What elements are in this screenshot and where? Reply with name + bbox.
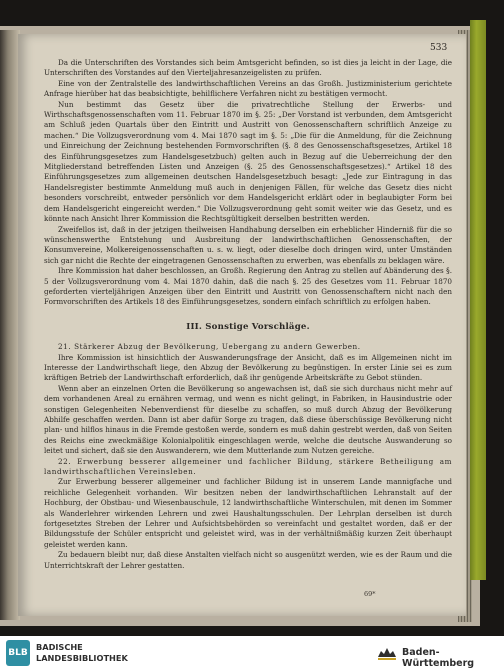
- page-left-edge: [0, 30, 20, 620]
- paragraph: Zur Erwerbung besserer allgemeiner und fachlicher Bildung ist in unserem Lande mannigfache und reichliche Gelegenheit vorhanden. Wir besitzen neben der landwirthschaftlichen Lehranstalt auf der Hochburg, der Obstbau- und Wiesenbauschule, 12 landwirthschaftliche Winterschulen, mit denen im Sommer als Wanderlehrer wirkenden Lehrern und zwei Haushaltungsschulen. Der Lehrplan derselben ist durch fortgesetztes Streben der Lehrer und Aufsichtsbehörden so vereinfacht und gestaltet worden, daß er der Bildungsstufe der Schüler entspricht und geleistet wird, was in der verhältnißmäßig kurzen Zeit überhaupt geleistet werden kann.: [44, 477, 452, 549]
- section-heading: III. Sonstige Vorschläge.: [186, 321, 310, 332]
- library-name[interactable]: [36, 642, 128, 664]
- gilt-edge: [470, 20, 486, 580]
- partner-name[interactable]: Baden-Württemberg: [402, 647, 475, 669]
- baden-wuerttemberg-emblem-icon[interactable]: [376, 643, 398, 663]
- paragraph: Nun bestimmt das Gesetz über die privatrechtliche Stellung der Erwerbs- und Wirthschaftsgenossenschaften vom 11. Februar 1870 im §. 25: „Der Vorstand ist verbunden, dem Amtsgericht am Schluß jeden Quartals über den Eintritt und Austritt von Genossenschaftern schriftlich Anzeige zu machen.“ Die Vollzugsverordnung vom 4. Mai 1870 sagt im §. 5: „Die für die Anmeldung, für die Zeichnung und Einreichung der Zeichnung bestehenden Formvorschriften (§. 8 des Genossenschaftsgesetzes, Artikel 18 des Einführungsgesetzes zum Handelsgesetzbuch) gelten auch in Bezug auf die Ueberreichung der den Mitgliederstand betreffenden Listen und Anzeigen (§. 25 des Genossenschaftsgesetzes).“ Artikel 18 des Einführungsgesetzes zum allgemeinen deutschen Handelsgesetzbuch besagt: „Jede zur Eintragung in das Handelsregister bestimmte Anmeldung muß auch in denjenigen Fällen, für welche das Gesetz dies nicht besonders vorschreibt, entweder persönlich vor dem Handelsgericht erklärt oder in beglaubigter Form bei dem Handelsgericht eingereicht werden.“ Die Vollzugsverordnung geht somit weiter wie das Gesetz, und es könnte nach Ansicht Ihrer Kommission die Rechtsgültigkeit derselben bestritten werden.: [44, 99, 452, 224]
- paragraph: Da die Unterschriften des Vorstandes sich beim Amtsgericht befinden, so ist dies ja leicht in der Lage, die Unterschriften des Vorstandes auf den Vierteljahresanzeigelisten zu prüfen.: [44, 58, 452, 78]
- library-name-line1: BADISCHE: [36, 642, 83, 652]
- paragraph: Zu bedauern bleibt nur, daß diese Anstalten vielfach nicht so ausgenützt werden, wie es der Raum und die Unterrichtskraft der Lehrer gestatten.: [44, 550, 452, 570]
- page-text: [44, 58, 452, 571]
- blb-logo[interactable]: BLB: [6, 640, 30, 666]
- signature-mark: 69*: [364, 590, 376, 598]
- page-number: 533: [430, 43, 448, 53]
- paragraph: Zweifellos ist, daß in der jetzigen theilweisen Handhabung derselben ein erheblicher Hinderniß für die so wünschenswerthe Entstehung und Ausbreitung der landwirthschaftlichen Genossenschaften, der Konsumvereine, Molkereigenossenschaften u. s. w. liegt, oder dieselbe doch dringen wird, unter Umständen sich gar nicht die Rechte der eingetragenen Genossenschaften zu erwerben, was ebenfalls zu beklagen wäre.: [44, 224, 452, 265]
- paragraph: Ihre Kommission hat daher beschlossen, an Großh. Regierung den Antrag zu stellen auf Abänderung des §. 5 der Vollzugsverordnung vom 4. Mai 1870 dahin, daß die nach §. 25 des Gesetzes vom 11. Februar 1870 geforderten vierteljährigen Anzeigen über den Eintritt und Austritt von Genossenschaftern nicht nach den Formvorschriften des Artikels 18 des Einführungsgesetzes, sondern einfach schriftlich zu erfolgen haben.: [44, 266, 452, 307]
- footer-bar: [0, 636, 504, 670]
- paragraph: Ihre Kommission ist hinsichtlich der Auswanderungsfrage der Ansicht, daß es im Allgemeinen nicht im Interesse der Landwirthschaft liege, den Abzug der Bevölkerung zu begünstigen. In erster Linie sei es zum kräftigen Betrieb der Landwirthschaft erforderlich, daß ihr genügende Arbeitskräfte zu Gebot stünden.: [44, 352, 452, 383]
- library-name-line2: LANDESBIBLIOTHEK: [36, 653, 128, 663]
- subsection-heading: 21. Stärkerer Abzug der Bevölkerung, Uebergang zu andern Gewerben.: [58, 342, 361, 352]
- paragraph: Eine von der Zentralstelle des landwirthschaftlichen Vereins an das Großh. Justizministerium gerichtete Anfrage hierüber hat das beabsichtigte, behilflichere Verfahren nicht zu bestätigen vermocht.: [44, 78, 452, 99]
- paragraph: Wenn aber an einzelnen Orten die Bevölkerung so angewachsen ist, daß sie sich durchaus nicht mehr auf dem vorhandenen Areal zu ernähren vermag, und wenn es nicht gelingt, in Fabriken, in Hausindustrie oder sonstigen Gelegenheiten Nebenverdienst für dieselbe zu schaffen, so muß durch Abzug der Bevölkerung Abhilfe geschaffen werden. Dann ist aber dafür Sorge zu tragen, daß diese überschüssige Bevölkerung nicht plan- und hilflos hinaus in die Fremde gestoßen werde, sondern es muß dahin gestrebt werden, daß von Seiten des Reichs eine zweckmäßige Kolonialpolitik eingeschlagen werde, welche die deutsche Auswanderung so leitet und sichert, daß sie den Auswanderern, wie dem Mutterlande zum Nutzen gereiche.: [44, 383, 452, 456]
- subsection-heading: 22. Erwerbung besserer allgemeiner und fachlicher Bildung, stärkere Betheiligung am landwirthschaftlichen Vereinsleben.: [44, 456, 452, 477]
